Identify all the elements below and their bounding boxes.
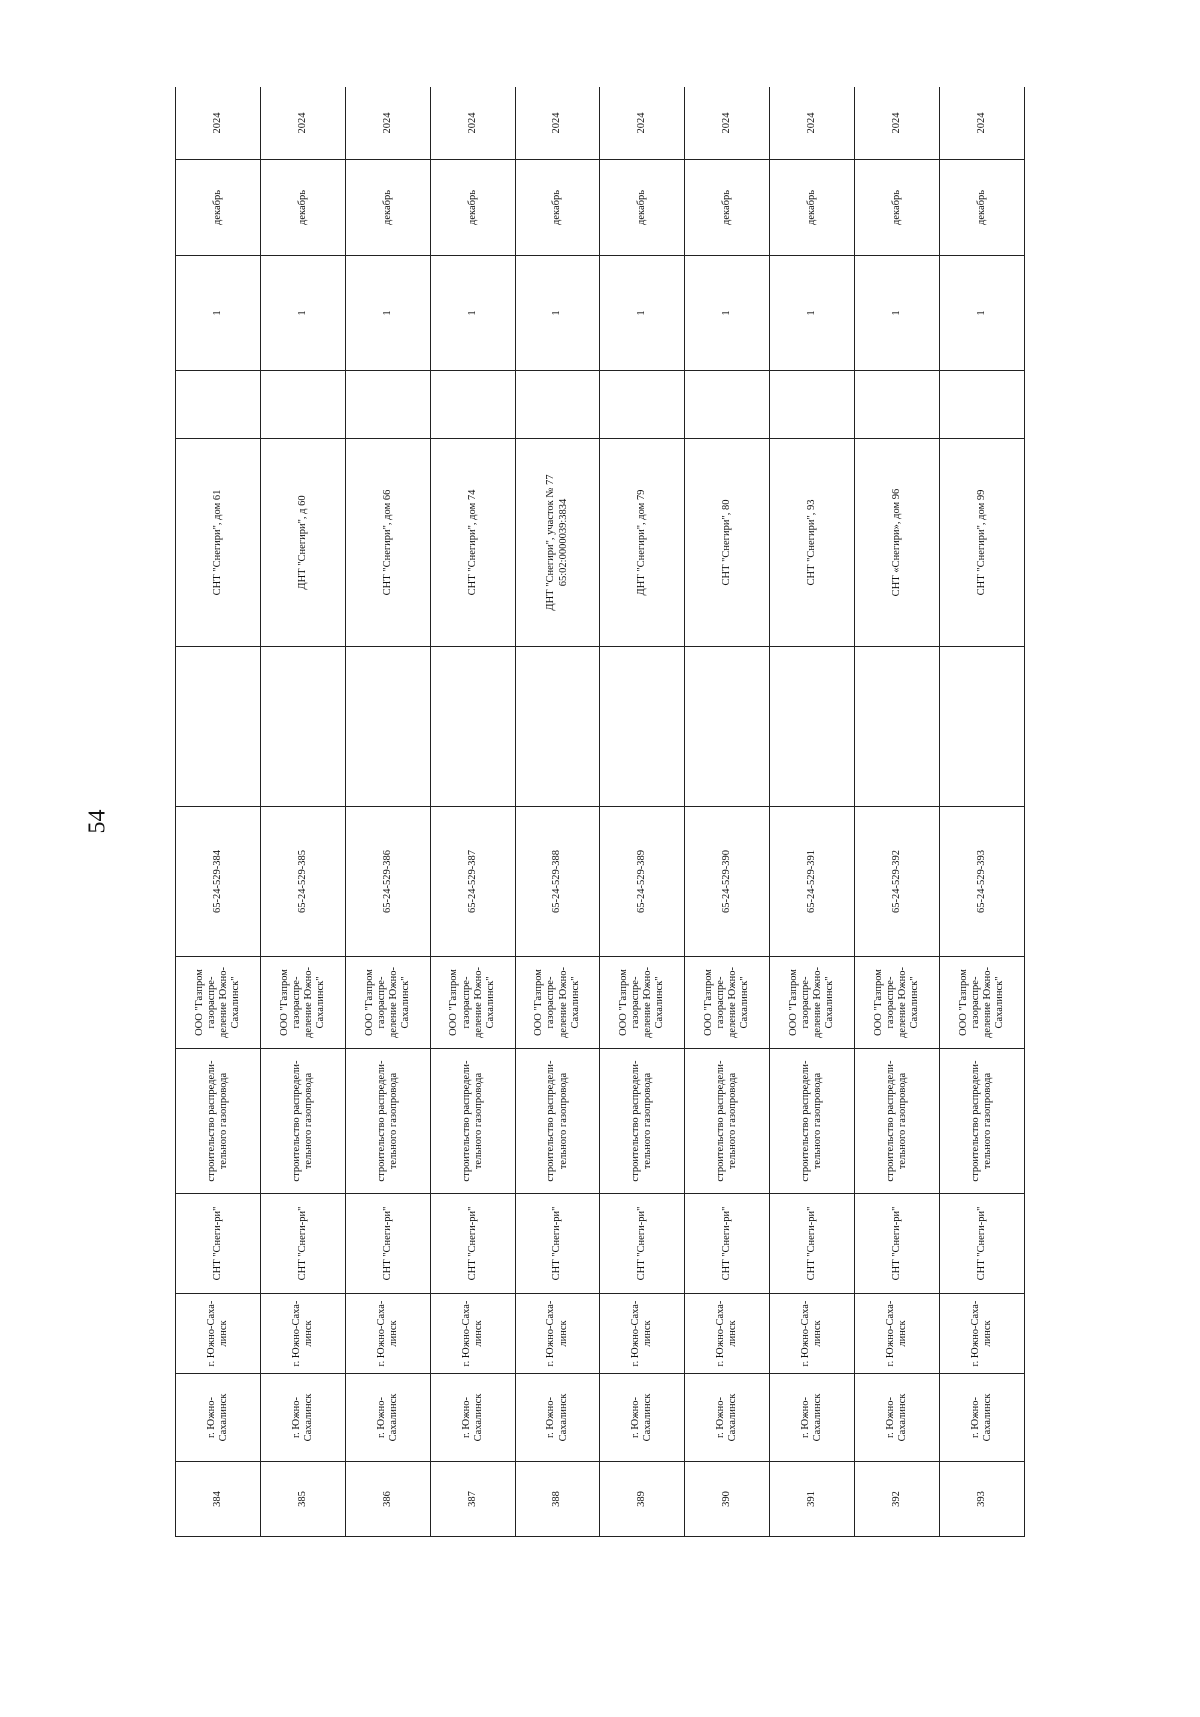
applicant-cell: СНТ "Снеги-ри" <box>176 1194 261 1294</box>
blank-cell <box>855 647 940 807</box>
blank-cell-2 <box>345 371 430 439</box>
quantity-cell: 1 <box>260 256 345 371</box>
blank-cell <box>176 647 261 807</box>
table-container <box>175 87 1025 1537</box>
address-cell: СНТ "Снегири", дом 61 <box>176 439 261 647</box>
address-cell: СНТ "Снегири", 80 <box>685 439 770 647</box>
address-cell: СНТ «Снегири», дом 96 <box>855 439 940 647</box>
city-cell: г. Южно-Сахалинск <box>345 1374 430 1462</box>
organization-cell: ООО "Газпром газораспре-деление Южно-Сахалинск" <box>260 957 345 1049</box>
city-cell: г. Южно-Сахалинск <box>515 1374 600 1462</box>
blank-cell-2 <box>770 371 855 439</box>
quantity-cell: 1 <box>685 256 770 371</box>
address-cell: ДНТ "Снегири", д 60 <box>260 439 345 647</box>
blank-cell-2 <box>600 371 685 439</box>
year-cell: 2024 <box>345 87 430 160</box>
city-cell: г. Южно-Сахалинск <box>600 1374 685 1462</box>
district-cell: г. Южно-Саха-линск <box>260 1294 345 1374</box>
applicant-cell: СНТ "Снеги-ри" <box>685 1194 770 1294</box>
work-type-cell: строительство распредели-тельного газопровода <box>600 1049 685 1194</box>
work-type-cell: строительство распредели-тельного газопровода <box>770 1049 855 1194</box>
blank-cell <box>430 647 515 807</box>
table-body <box>176 87 1025 1537</box>
row-number: 385 <box>260 1462 345 1537</box>
work-type-cell: строительство распредели-тельного газопровода <box>345 1049 430 1194</box>
district-cell: г. Южно-Саха-линск <box>176 1294 261 1374</box>
quantity-cell: 1 <box>770 256 855 371</box>
row-number: 388 <box>515 1462 600 1537</box>
applicant-cell: СНТ "Снеги-ри" <box>600 1194 685 1294</box>
row-number: 390 <box>685 1462 770 1537</box>
year-cell: 2024 <box>515 87 600 160</box>
month-cell: декабрь <box>600 160 685 256</box>
organization-cell: ООО "Газпром газораспре-деление Южно-Сахалинск" <box>345 957 430 1049</box>
page-number: 54 <box>84 809 111 834</box>
blank-cell-2 <box>515 371 600 439</box>
work-type-cell: строительство распредели-тельного газопровода <box>176 1049 261 1194</box>
month-cell: декабрь <box>685 160 770 256</box>
address-cell: ДНТ "Снегири", дом 79 <box>600 439 685 647</box>
table-row <box>600 87 685 1537</box>
registry-code-cell: 65-24-529-384 <box>176 807 261 957</box>
address-cell: СНТ "Снегири", дом 74 <box>430 439 515 647</box>
work-type-cell: строительство распредели-тельного газопровода <box>940 1049 1025 1194</box>
registry-code-cell: 65-24-529-387 <box>430 807 515 957</box>
quantity-cell: 1 <box>345 256 430 371</box>
blank-cell-2 <box>260 371 345 439</box>
row-number: 392 <box>855 1462 940 1537</box>
district-cell: г. Южно-Саха-линск <box>515 1294 600 1374</box>
registry-table <box>175 87 1025 1537</box>
year-cell: 2024 <box>260 87 345 160</box>
applicant-cell: СНТ "Снеги-ри" <box>770 1194 855 1294</box>
registry-code-cell: 65-24-529-385 <box>260 807 345 957</box>
applicant-cell: СНТ "Снеги-ри" <box>940 1194 1025 1294</box>
year-cell: 2024 <box>176 87 261 160</box>
month-cell: декабрь <box>260 160 345 256</box>
city-cell: г. Южно-Сахалинск <box>855 1374 940 1462</box>
table-row <box>940 87 1025 1537</box>
city-cell: г. Южно-Сахалинск <box>176 1374 261 1462</box>
organization-cell: ООО "Газпром газораспре-деление Южно-Сахалинск" <box>176 957 261 1049</box>
city-cell: г. Южно-Сахалинск <box>430 1374 515 1462</box>
blank-cell-2 <box>940 371 1025 439</box>
organization-cell: ООО "Газпром газораспре-деление Южно-Сахалинск" <box>855 957 940 1049</box>
year-cell: 2024 <box>940 87 1025 160</box>
month-cell: декабрь <box>345 160 430 256</box>
district-cell: г. Южно-Саха-линск <box>685 1294 770 1374</box>
table-row <box>260 87 345 1537</box>
quantity-cell: 1 <box>430 256 515 371</box>
blank-cell <box>260 647 345 807</box>
table-row <box>685 87 770 1537</box>
month-cell: декабрь <box>515 160 600 256</box>
district-cell: г. Южно-Саха-линск <box>770 1294 855 1374</box>
row-number: 387 <box>430 1462 515 1537</box>
month-cell: декабрь <box>855 160 940 256</box>
row-number: 386 <box>345 1462 430 1537</box>
blank-cell-2 <box>855 371 940 439</box>
table-row <box>770 87 855 1537</box>
organization-cell: ООО "Газпром газораспре-деление Южно-Сахалинск" <box>685 957 770 1049</box>
rotated-table-frame <box>175 87 1025 1537</box>
quantity-cell: 1 <box>855 256 940 371</box>
table-row <box>515 87 600 1537</box>
quantity-cell: 1 <box>515 256 600 371</box>
applicant-cell: СНТ "Снеги-ри" <box>345 1194 430 1294</box>
year-cell: 2024 <box>600 87 685 160</box>
month-cell: декабрь <box>770 160 855 256</box>
applicant-cell: СНТ "Снеги-ри" <box>515 1194 600 1294</box>
blank-cell-2 <box>430 371 515 439</box>
row-number: 389 <box>600 1462 685 1537</box>
organization-cell: ООО "Газпром газораспре-деление Южно-Сахалинск" <box>515 957 600 1049</box>
registry-code-cell: 65-24-529-391 <box>770 807 855 957</box>
row-number: 393 <box>940 1462 1025 1537</box>
applicant-cell: СНТ "Снеги-ри" <box>855 1194 940 1294</box>
quantity-cell: 1 <box>940 256 1025 371</box>
work-type-cell: строительство распредели-тельного газопровода <box>855 1049 940 1194</box>
blank-cell <box>770 647 855 807</box>
district-cell: г. Южно-Саха-линск <box>940 1294 1025 1374</box>
table-row <box>345 87 430 1537</box>
blank-cell-2 <box>176 371 261 439</box>
organization-cell: ООО "Газпром газораспре-деление Южно-Сахалинск" <box>770 957 855 1049</box>
month-cell: декабрь <box>940 160 1025 256</box>
year-cell: 2024 <box>770 87 855 160</box>
address-cell: ДНТ "Снегири", участок № 77 65:02:0000039:3834 <box>515 439 600 647</box>
applicant-cell: СНТ "Снеги-ри" <box>260 1194 345 1294</box>
year-cell: 2024 <box>685 87 770 160</box>
blank-cell <box>685 647 770 807</box>
quantity-cell: 1 <box>600 256 685 371</box>
address-cell: СНТ "Снегири", дом 99 <box>940 439 1025 647</box>
organization-cell: ООО "Газпром газораспре-деление Южно-Сахалинск" <box>940 957 1025 1049</box>
city-cell: г. Южно-Сахалинск <box>685 1374 770 1462</box>
organization-cell: ООО "Газпром газораспре-деление Южно-Сахалинск" <box>430 957 515 1049</box>
blank-cell <box>345 647 430 807</box>
month-cell: декабрь <box>176 160 261 256</box>
district-cell: г. Южно-Саха-линск <box>345 1294 430 1374</box>
city-cell: г. Южно-Сахалинск <box>770 1374 855 1462</box>
registry-code-cell: 65-24-529-390 <box>685 807 770 957</box>
city-cell: г. Южно-Сахалинск <box>260 1374 345 1462</box>
organization-cell: ООО "Газпром газораспре-деление Южно-Сахалинск" <box>600 957 685 1049</box>
row-number: 384 <box>176 1462 261 1537</box>
table-row <box>855 87 940 1537</box>
district-cell: г. Южно-Саха-линск <box>430 1294 515 1374</box>
work-type-cell: строительство распредели-тельного газопровода <box>515 1049 600 1194</box>
work-type-cell: строительство распредели-тельного газопровода <box>685 1049 770 1194</box>
registry-code-cell: 65-24-529-388 <box>515 807 600 957</box>
blank-cell <box>600 647 685 807</box>
registry-code-cell: 65-24-529-393 <box>940 807 1025 957</box>
work-type-cell: строительство распредели-тельного газопровода <box>430 1049 515 1194</box>
table-row <box>176 87 261 1537</box>
year-cell: 2024 <box>855 87 940 160</box>
district-cell: г. Южно-Саха-линск <box>600 1294 685 1374</box>
blank-cell <box>515 647 600 807</box>
blank-cell <box>940 647 1025 807</box>
year-cell: 2024 <box>430 87 515 160</box>
applicant-cell: СНТ "Снеги-ри" <box>430 1194 515 1294</box>
work-type-cell: строительство распредели-тельного газопровода <box>260 1049 345 1194</box>
registry-code-cell: 65-24-529-389 <box>600 807 685 957</box>
month-cell: декабрь <box>430 160 515 256</box>
city-cell: г. Южно-Сахалинск <box>940 1374 1025 1462</box>
quantity-cell: 1 <box>176 256 261 371</box>
address-cell: СНТ "Снегири", 93 <box>770 439 855 647</box>
address-cell: СНТ "Снегири", дом 66 <box>345 439 430 647</box>
registry-code-cell: 65-24-529-392 <box>855 807 940 957</box>
table-row <box>430 87 515 1537</box>
registry-code-cell: 65-24-529-386 <box>345 807 430 957</box>
blank-cell-2 <box>685 371 770 439</box>
district-cell: г. Южно-Саха-линск <box>855 1294 940 1374</box>
row-number: 391 <box>770 1462 855 1537</box>
